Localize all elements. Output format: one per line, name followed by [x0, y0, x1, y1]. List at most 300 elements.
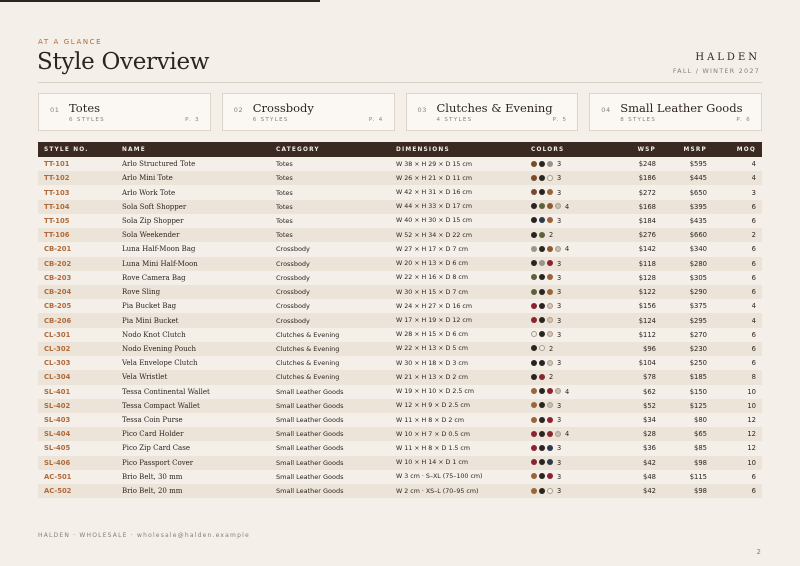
cell-category: Small Leather Goods: [276, 399, 396, 413]
color-swatch: [547, 459, 553, 465]
category-card-totes[interactable]: [38, 93, 211, 131]
cell-category: Small Leather Goods: [276, 484, 396, 498]
category-card-crossbody[interactable]: [222, 93, 395, 131]
color-swatch: [531, 473, 537, 479]
cell-dimensions: W 40 × H 30 × D 15 cm: [396, 214, 531, 228]
cell-dimensions: W 19 × H 10 × D 2.5 cm: [396, 385, 531, 399]
cell-style-no: CB-205: [38, 299, 122, 313]
cell-wsp: $276: [609, 228, 660, 242]
col-header-wsp: WSP: [609, 142, 660, 157]
color-swatch: [555, 203, 561, 209]
top-rule: [0, 0, 320, 2]
color-swatch: [531, 388, 537, 394]
cell-name: Arlo Structured Tote: [122, 157, 276, 171]
color-count: 4: [565, 387, 570, 396]
cell-category: Clutches & Evening: [276, 342, 396, 356]
style-table: [38, 142, 762, 498]
color-count: 3: [557, 401, 562, 410]
color-swatch: [531, 431, 537, 437]
color-swatch: [539, 417, 545, 423]
color-swatch: [539, 317, 545, 323]
cell-moq: 6: [711, 285, 762, 299]
color-swatch: [547, 473, 553, 479]
color-count: 2: [549, 231, 554, 240]
table-row: [38, 385, 762, 399]
table-row: [38, 413, 762, 427]
cell-name: Sola Weekender: [122, 228, 276, 242]
table-row: [38, 200, 762, 214]
color-swatch: [539, 189, 545, 195]
cell-name: Nodo Knot Clutch: [122, 328, 276, 342]
cell-moq: 2: [711, 228, 762, 242]
cell-wsp: $184: [609, 214, 660, 228]
cell-style-no: TT-102: [38, 171, 122, 185]
table-row: [38, 257, 762, 271]
color-swatch: [539, 175, 545, 181]
cell-moq: 6: [711, 342, 762, 356]
color-swatch: [547, 317, 553, 323]
color-swatch: [539, 289, 545, 295]
cell-name: Rove Sling: [122, 285, 276, 299]
color-swatch: [531, 161, 537, 167]
color-swatch: [531, 246, 537, 252]
cell-colors: [531, 413, 609, 427]
color-count: 4: [565, 245, 570, 254]
cell-category: Totes: [276, 185, 396, 199]
color-swatch: [547, 289, 553, 295]
table-row: [38, 484, 762, 498]
cell-moq: 3: [711, 185, 762, 199]
cell-colors: [531, 456, 609, 470]
cell-dimensions: W 11 × H 8 × D 2 cm: [396, 413, 531, 427]
cell-colors: [531, 427, 609, 441]
cell-style-no: CL-302: [38, 342, 122, 356]
color-swatch: [539, 445, 545, 451]
cell-wsp: $248: [609, 157, 660, 171]
cell-dimensions: W 10 × H 14 × D 1 cm: [396, 456, 531, 470]
cell-wsp: $112: [609, 328, 660, 342]
color-swatch: [547, 417, 553, 423]
cell-style-no: SL-402: [38, 399, 122, 413]
cell-msrp: $98: [660, 484, 711, 498]
col-header-colors: COLORS: [531, 142, 609, 157]
table-row: [38, 313, 762, 327]
cell-colors: [531, 257, 609, 271]
cell-moq: 6: [711, 271, 762, 285]
page-title: Style Overview: [37, 49, 210, 75]
card-style-count: 6 STYLES: [252, 117, 289, 123]
cell-name: Sola Zip Shopper: [122, 214, 276, 228]
cell-category: Clutches & Evening: [276, 328, 396, 342]
color-count: 3: [557, 487, 562, 496]
color-swatch: [539, 388, 545, 394]
card-page: P. 6: [736, 117, 751, 123]
cell-name: Pico Zip Card Case: [122, 441, 276, 455]
cell-style-no: CB-203: [38, 271, 122, 285]
color-swatch: [531, 303, 537, 309]
color-swatch: [547, 445, 553, 451]
cell-category: Crossbody: [276, 313, 396, 327]
cell-colors: [531, 385, 609, 399]
cell-colors: [531, 171, 609, 185]
color-count: 3: [557, 444, 562, 453]
color-swatch: [555, 388, 561, 394]
cell-wsp: $62: [609, 385, 660, 399]
cell-category: Totes: [276, 228, 396, 242]
card-page: P. 3: [185, 117, 200, 123]
color-swatch: [531, 345, 537, 351]
cell-name: Brio Belt, 30 mm: [122, 470, 276, 484]
color-count: 3: [557, 216, 562, 225]
color-swatch: [547, 431, 553, 437]
cell-msrp: $250: [660, 356, 711, 370]
cell-msrp: $150: [660, 385, 711, 399]
cell-style-no: CB-204: [38, 285, 122, 299]
color-swatch: [547, 260, 553, 266]
color-swatch: [531, 260, 537, 266]
color-count: 3: [557, 316, 562, 325]
cell-dimensions: W 12 × H 9 × D 2.5 cm: [396, 399, 531, 413]
cell-msrp: $230: [660, 342, 711, 356]
cell-style-no: TT-101: [38, 157, 122, 171]
cell-msrp: $290: [660, 285, 711, 299]
col-header-category: CATEGORY: [276, 142, 396, 157]
cell-style-no: SL-404: [38, 427, 122, 441]
color-swatch: [539, 488, 545, 494]
cell-colors: [531, 157, 609, 171]
cell-name: Vela Envelope Clutch: [122, 356, 276, 370]
cell-category: Small Leather Goods: [276, 456, 396, 470]
cell-wsp: $34: [609, 413, 660, 427]
cell-wsp: $122: [609, 285, 660, 299]
color-swatch: [539, 374, 545, 380]
cell-category: Totes: [276, 171, 396, 185]
cell-colors: [531, 313, 609, 327]
cell-moq: 4: [711, 313, 762, 327]
card-title: Clutches & Evening: [436, 101, 553, 115]
cell-wsp: $118: [609, 257, 660, 271]
color-swatch: [547, 203, 553, 209]
color-swatch: [547, 488, 553, 494]
color-count: 3: [557, 188, 562, 197]
color-swatch: [531, 374, 537, 380]
cell-name: Rove Camera Bag: [122, 271, 276, 285]
cell-style-no: AC-502: [38, 484, 122, 498]
table-row: [38, 356, 762, 370]
color-swatch: [547, 360, 553, 366]
cell-name: Tessa Continental Wallet: [122, 385, 276, 399]
table-row: [38, 271, 762, 285]
color-swatch: [531, 417, 537, 423]
cell-colors: [531, 285, 609, 299]
cell-moq: 6: [711, 484, 762, 498]
cell-colors: [531, 399, 609, 413]
cell-colors: [531, 356, 609, 370]
card-title: Small Leather Goods: [620, 101, 743, 115]
cell-name: Pia Bucket Bag: [122, 299, 276, 313]
cell-style-no: SL-406: [38, 456, 122, 470]
color-swatch: [539, 161, 545, 167]
cell-style-no: SL-401: [38, 385, 122, 399]
cell-dimensions: W 11 × H 8 × D 1.5 cm: [396, 441, 531, 455]
cell-moq: 6: [711, 257, 762, 271]
color-count: 3: [557, 458, 562, 467]
table-row: [38, 228, 762, 242]
cell-name: Luna Half-Moon Bag: [122, 242, 276, 256]
color-swatch: [531, 217, 537, 223]
cell-style-no: CL-301: [38, 328, 122, 342]
cell-msrp: $305: [660, 271, 711, 285]
cell-dimensions: W 22 × H 16 × D 8 cm: [396, 271, 531, 285]
col-header-dimensions: DIMENSIONS: [396, 142, 531, 157]
cell-wsp: $96: [609, 342, 660, 356]
cell-colors: [531, 242, 609, 256]
cell-dimensions: W 42 × H 31 × D 16 cm: [396, 185, 531, 199]
cell-msrp: $650: [660, 185, 711, 199]
cell-style-no: AC-501: [38, 470, 122, 484]
color-count: 2: [549, 373, 554, 382]
cell-wsp: $42: [609, 484, 660, 498]
cell-dimensions: W 24 × H 27 × D 16 cm: [396, 299, 531, 313]
color-count: 3: [557, 160, 562, 169]
table-row: [38, 185, 762, 199]
cell-wsp: $104: [609, 356, 660, 370]
cell-moq: 6: [711, 328, 762, 342]
cell-moq: 4: [711, 299, 762, 313]
cell-name: Vela Wristlet: [122, 370, 276, 384]
color-swatch: [531, 289, 537, 295]
color-swatch: [539, 331, 545, 337]
color-count: 2: [549, 344, 554, 353]
card-page: P. 5: [552, 117, 568, 123]
footer-text: HALDEN · WHOLESALE · wholesale@halden.example: [38, 532, 250, 539]
cell-msrp: $85: [660, 441, 711, 455]
col-header-moq: MOQ: [711, 142, 762, 157]
color-swatch: [539, 232, 545, 238]
color-swatch: [555, 431, 561, 437]
cell-msrp: $445: [660, 171, 711, 185]
color-swatch: [531, 459, 537, 465]
cell-moq: 12: [711, 441, 762, 455]
color-swatch: [531, 317, 537, 323]
color-swatch: [539, 217, 545, 223]
table-row: [38, 427, 762, 441]
cell-style-no: CB-206: [38, 313, 122, 327]
cell-dimensions: W 3 cm · S–XL (75–100 cm): [396, 470, 531, 484]
cell-wsp: $52: [609, 399, 660, 413]
color-swatch: [547, 388, 553, 394]
cell-msrp: $295: [660, 313, 711, 327]
cell-wsp: $156: [609, 299, 660, 313]
cell-category: Totes: [276, 214, 396, 228]
cell-category: Clutches & Evening: [276, 370, 396, 384]
card-title: Totes: [69, 101, 101, 115]
cell-colors: [531, 228, 609, 242]
table-row: [38, 399, 762, 413]
cell-moq: 6: [711, 214, 762, 228]
cell-dimensions: W 10 × H 7 × D 0.5 cm: [396, 427, 531, 441]
cell-msrp: $435: [660, 214, 711, 228]
cell-colors: [531, 441, 609, 455]
cell-style-no: TT-103: [38, 185, 122, 199]
table-row: [38, 456, 762, 470]
cell-msrp: $80: [660, 413, 711, 427]
color-swatch: [547, 189, 553, 195]
color-swatch: [539, 345, 545, 351]
color-swatch: [531, 402, 537, 408]
col-header-style-no: STYLE NO.: [38, 142, 122, 157]
col-header-name: NAME: [122, 142, 276, 157]
color-swatch: [531, 232, 537, 238]
cell-category: Totes: [276, 200, 396, 214]
cell-category: Crossbody: [276, 242, 396, 256]
cell-colors: [531, 185, 609, 199]
cell-moq: 6: [711, 242, 762, 256]
color-swatch: [539, 260, 545, 266]
color-count: 3: [557, 273, 562, 282]
cell-msrp: $185: [660, 370, 711, 384]
cell-style-no: CL-304: [38, 370, 122, 384]
color-count: 3: [557, 288, 562, 297]
cell-name: Tessa Compact Wallet: [122, 399, 276, 413]
cell-moq: 10: [711, 456, 762, 470]
cell-style-no: CL-303: [38, 356, 122, 370]
color-swatch: [547, 303, 553, 309]
table-row: [38, 242, 762, 256]
color-swatch: [539, 246, 545, 252]
color-swatch: [547, 402, 553, 408]
cell-moq: 6: [711, 356, 762, 370]
color-count: 3: [557, 472, 562, 481]
cell-msrp: $65: [660, 427, 711, 441]
cell-name: Arlo Work Tote: [122, 185, 276, 199]
color-count: 3: [557, 174, 562, 183]
card-number: 02: [233, 106, 244, 114]
table-row: [38, 370, 762, 384]
category-card-small-leather-goods[interactable]: [589, 93, 762, 131]
table-row: [38, 299, 762, 313]
color-swatch: [555, 246, 561, 252]
cell-moq: 12: [711, 427, 762, 441]
cell-wsp: $78: [609, 370, 660, 384]
cell-wsp: $48: [609, 470, 660, 484]
cell-wsp: $128: [609, 271, 660, 285]
table-row: [38, 285, 762, 299]
color-swatch: [547, 246, 553, 252]
category-cards: [38, 93, 762, 131]
cell-category: Crossbody: [276, 257, 396, 271]
cell-moq: 10: [711, 385, 762, 399]
cell-style-no: CB-202: [38, 257, 122, 271]
color-swatch: [539, 431, 545, 437]
cell-msrp: $660: [660, 228, 711, 242]
cell-dimensions: W 38 × H 29 × D 15 cm: [396, 157, 531, 171]
color-swatch: [531, 331, 537, 337]
cell-category: Crossbody: [276, 271, 396, 285]
color-count: 3: [557, 416, 562, 425]
cell-dimensions: W 30 × H 15 × D 7 cm: [396, 285, 531, 299]
cell-name: Arlo Mini Tote: [122, 171, 276, 185]
brand-name: HALDEN: [695, 52, 760, 63]
cell-style-no: SL-405: [38, 441, 122, 455]
cell-dimensions: W 27 × H 17 × D 7 cm: [396, 242, 531, 256]
color-swatch: [539, 303, 545, 309]
cell-name: Luna Mini Half-Moon: [122, 257, 276, 271]
cell-dimensions: W 22 × H 13 × D 5 cm: [396, 342, 531, 356]
cell-dimensions: W 30 × H 18 × D 3 cm: [396, 356, 531, 370]
cell-msrp: $98: [660, 456, 711, 470]
color-swatch: [547, 175, 553, 181]
table-row: [38, 214, 762, 228]
color-swatch: [531, 175, 537, 181]
table-row: [38, 342, 762, 356]
cell-name: Pico Card Holder: [122, 427, 276, 441]
cell-dimensions: W 2 cm · XS–L (70–95 cm): [396, 484, 531, 498]
color-swatch: [531, 488, 537, 494]
cell-name: Nodo Evening Pouch: [122, 342, 276, 356]
cell-moq: 6: [711, 200, 762, 214]
color-swatch: [539, 473, 545, 479]
color-count: 4: [565, 202, 570, 211]
cell-msrp: $375: [660, 299, 711, 313]
color-swatch: [531, 203, 537, 209]
cell-wsp: $168: [609, 200, 660, 214]
cell-category: Small Leather Goods: [276, 441, 396, 455]
cell-name: Brio Belt, 20 mm: [122, 484, 276, 498]
cell-msrp: $340: [660, 242, 711, 256]
cell-dimensions: W 44 × H 33 × D 17 cm: [396, 200, 531, 214]
color-count: 4: [565, 430, 570, 439]
cell-style-no: CB-201: [38, 242, 122, 256]
color-swatch: [539, 402, 545, 408]
color-swatch: [539, 459, 545, 465]
cell-msrp: $270: [660, 328, 711, 342]
color-count: 3: [557, 259, 562, 268]
color-swatch: [531, 189, 537, 195]
eyebrow: AT A GLANCE: [38, 38, 103, 46]
cell-category: Crossbody: [276, 285, 396, 299]
cell-colors: [531, 328, 609, 342]
col-header-msrp: MSRP: [660, 142, 711, 157]
cell-category: Totes: [276, 157, 396, 171]
color-count: 3: [557, 359, 562, 368]
cell-colors: [531, 470, 609, 484]
table-row: [38, 157, 762, 171]
cell-dimensions: W 21 × H 13 × D 2 cm: [396, 370, 531, 384]
color-swatch: [547, 161, 553, 167]
card-page: P. 4: [368, 117, 384, 123]
color-count: 3: [557, 330, 562, 339]
table-header-row: [38, 142, 762, 157]
cell-name: Sola Soft Shopper: [122, 200, 276, 214]
card-number: 04: [601, 106, 611, 114]
cell-dimensions: W 26 × H 21 × D 11 cm: [396, 171, 531, 185]
cell-msrp: $115: [660, 470, 711, 484]
color-swatch: [531, 445, 537, 451]
cell-name: Pico Passport Cover: [122, 456, 276, 470]
cell-msrp: $595: [660, 157, 711, 171]
cell-dimensions: W 20 × H 13 × D 6 cm: [396, 257, 531, 271]
category-card-clutches[interactable]: [406, 93, 579, 131]
cell-wsp: $142: [609, 242, 660, 256]
cell-wsp: $28: [609, 427, 660, 441]
cell-colors: [531, 214, 609, 228]
cell-category: Small Leather Goods: [276, 470, 396, 484]
cell-category: Small Leather Goods: [276, 427, 396, 441]
cell-moq: 10: [711, 399, 762, 413]
cell-moq: 12: [711, 413, 762, 427]
card-number: 03: [417, 106, 427, 114]
